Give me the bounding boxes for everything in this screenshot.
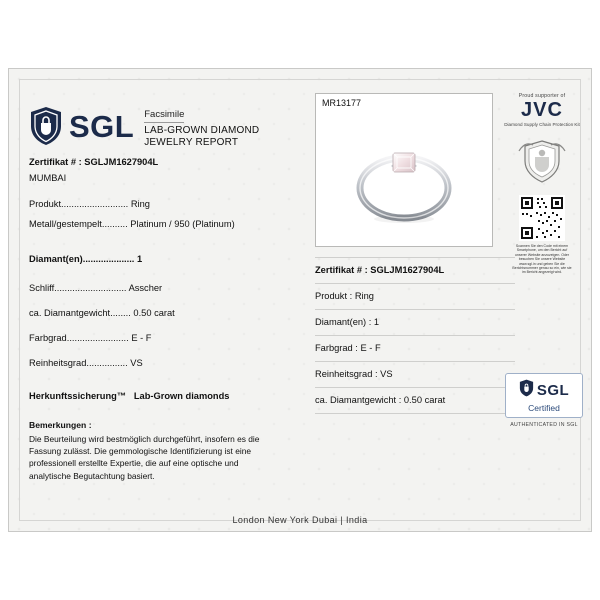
field-diamanten-label: Diamant(en) [29, 254, 83, 264]
field-gewicht-label: ca. Diamantgewicht [29, 308, 111, 318]
right-field-gewicht-value: 0.50 carat [403, 395, 446, 405]
field-reinheitsgrad-label: Reinheitsgrad [29, 358, 87, 368]
certificate-card [8, 68, 592, 532]
lab-city: MUMBAI [29, 173, 67, 183]
field-gewicht [29, 308, 175, 318]
right-field-farbgrad-value: E - F [360, 343, 381, 353]
right-field-reinheitsgrad-label: Reinheitsgrad : [315, 369, 378, 379]
badge-authenticated-label: AUTHENTICATED IN SGL [510, 422, 578, 428]
field-diamanten [29, 254, 142, 264]
shield-icon [29, 106, 63, 146]
certified-badge-row [510, 379, 578, 402]
side-panel [501, 93, 583, 275]
field-metall-value: Platinum / 950 (Platinum) [130, 219, 235, 229]
right-field-certificate [315, 265, 444, 275]
field-diamanten-value: 1 [137, 254, 143, 264]
remarks-body: Die Beurteilung wird bestmöglich durchgeführt, insofern es die Fassung zulässt. Die gemmologische Identifizierung ist eine professionell erstellte Expertie, die auf eine optische und analytische Begutachtung basiert. [29, 434, 260, 481]
field-farbgrad [29, 333, 151, 343]
right-field-farbgrad [315, 343, 381, 353]
field-schliff-value: Asscher [128, 283, 163, 293]
right-field-diamanten [315, 317, 379, 327]
field-schliff-dots: ............................ [54, 283, 127, 293]
field-schliff [29, 283, 162, 293]
origin-value: Lab-Grown diamonds [133, 391, 230, 401]
facsimile-label: Facsimile [144, 109, 184, 123]
divider-7 [315, 413, 515, 414]
right-field-produkt-value: Ring [354, 291, 374, 301]
photo-id-label: MR13177 [322, 98, 362, 108]
report-title-line-2: JEWELRY REPORT [144, 137, 239, 149]
report-title-block [144, 103, 259, 150]
crest-icon [501, 135, 583, 187]
qr-caption: Scannen Sie den Code mit einem Smartphone, um den Bericht auf unserer Website anzuzeigen. Oder besuchen Sie unsere Website www.sgl.in und geben Sie die Berichtsnummer genau so ein, wie sie im Bericht angezeigt wird. [512, 244, 572, 275]
field-herkunftssicherung [29, 391, 229, 401]
origin-label: Herkunftssicherung™ [29, 391, 127, 401]
brand-wordmark: SGL [69, 108, 135, 144]
report-title-line-1: LAB-GROWN DIAMOND [144, 124, 260, 136]
right-column [315, 77, 583, 507]
certified-badge [505, 373, 583, 428]
right-field-produkt [315, 291, 374, 301]
jvc-subtitle: Diamond Supply Chain Protection Kit [504, 122, 580, 127]
field-diamanten-dots: .................... [82, 254, 135, 264]
right-field-certificate-value: SGLJM1627904L [370, 265, 445, 275]
certificate-number-value: SGLJM1627904L [84, 157, 159, 167]
field-gewicht-dots: ........ [110, 308, 131, 318]
footer-locations: London New York Dubai | India [232, 515, 368, 525]
badge-shield-icon [519, 379, 534, 402]
certificate-number-label: Zertifikat # : [29, 157, 82, 167]
ring-photo [316, 112, 492, 242]
field-reinheitsgrad-dots: ................ [86, 358, 128, 368]
divider-6 [315, 387, 515, 388]
jvc-top-line: Proud supporter of [518, 93, 566, 99]
divider-2 [315, 283, 515, 284]
sgl-header [29, 103, 259, 150]
field-schliff-label: Schliff [29, 283, 55, 293]
certificate-number-row [29, 157, 158, 167]
field-metall [29, 219, 235, 229]
left-column [17, 77, 307, 507]
divider-4 [315, 335, 515, 336]
right-field-farbgrad-label: Farbgrad : [315, 343, 358, 353]
field-metall-label: Metall/gestempelt [29, 219, 102, 229]
field-farbgrad-dots: ........................ [66, 333, 129, 343]
certified-badge-box [505, 373, 583, 418]
field-metall-dots: .......... [101, 219, 128, 229]
field-produkt-dots: .......................... [61, 199, 129, 209]
divider-3 [315, 309, 515, 310]
field-produkt-value: Ring [130, 199, 150, 209]
field-produkt [29, 199, 150, 209]
qr-code[interactable] [519, 195, 565, 241]
right-field-gewicht-label: ca. Diamantgewicht : [315, 395, 402, 405]
field-produkt-label: Produkt [29, 199, 62, 209]
right-field-diamanten-label: Diamant(en) : [315, 317, 372, 327]
badge-certified-label: Certified [528, 403, 560, 413]
right-field-reinheitsgrad [315, 369, 393, 379]
right-field-diamanten-value: 1 [373, 317, 380, 327]
field-farbgrad-label: Farbgrad [29, 333, 67, 343]
right-field-reinheitsgrad-value: VS [380, 369, 393, 379]
right-field-gewicht [315, 395, 445, 405]
field-reinheitsgrad [29, 358, 143, 368]
divider-1 [315, 257, 515, 258]
divider-5 [315, 361, 515, 362]
right-field-certificate-label: Zertifikat # : [315, 265, 368, 275]
field-reinheitsgrad-value: VS [130, 358, 143, 368]
ring-photo-box [315, 93, 493, 247]
right-field-produkt-label: Produkt : [315, 291, 353, 301]
field-farbgrad-value: E - F [131, 333, 152, 343]
remarks-title: Bemerkungen : [29, 420, 92, 430]
badge-brand: SGL [536, 382, 570, 399]
jvc-logo: JVC [521, 99, 563, 121]
field-gewicht-value: 0.50 carat [133, 308, 175, 318]
